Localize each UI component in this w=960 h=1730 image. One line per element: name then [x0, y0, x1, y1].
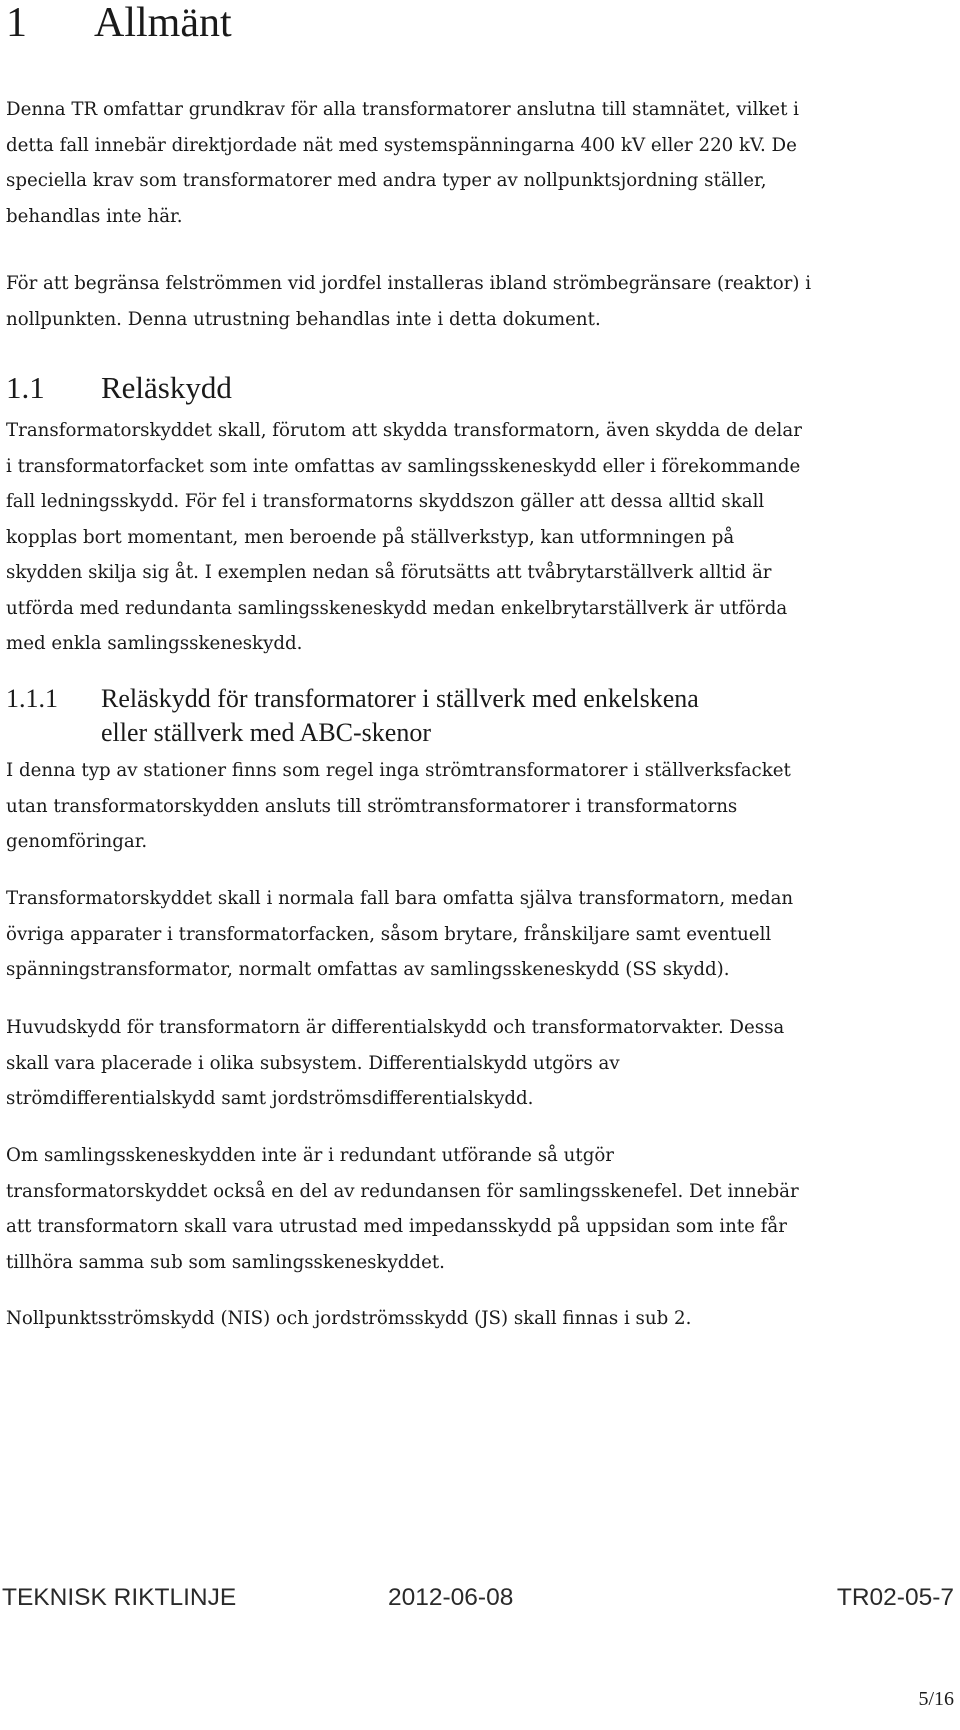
footer-date: 2012-06-08 [388, 1584, 514, 1611]
heading-1-title: Allmänt [94, 0, 232, 46]
text-line: behandlas inte här. [6, 205, 183, 227]
section-number: 1.1 [6, 370, 45, 405]
text-line: skall vara placerade i olika subsystem. Differentialskydd utgörs av [6, 1052, 620, 1074]
text-line: transformatorskyddet också en del av redundansen för samlingsskenefel. Det innebär [6, 1180, 799, 1202]
text-line: detta fall innebär direktjordade nät med systemspänningarna 400 kV eller 220 kV. De [6, 134, 797, 156]
text-line: För att begränsa felströmmen vid jordfel installeras ibland strömbegränsare (reaktor) i [6, 273, 812, 294]
text-line: fall ledningsskydd. För fel i transformatorns skyddszon gäller att dessa alltid skall [6, 491, 765, 512]
text-line: i transformatorfacket som inte omfattas av samlingsskeneskydd eller i förekommande [6, 455, 801, 477]
section-1-1-1-paragraph-1 [6, 753, 946, 860]
text-line: Transformatorskyddet skall, förutom att skydda transformatorn, även skydda de delar [6, 420, 802, 441]
section-1-1-1-paragraph-5 [6, 1301, 946, 1337]
heading-1 [6, 0, 232, 46]
section-number: 1.1.1 [6, 684, 58, 713]
section-1-1-1-paragraph-3 [6, 1010, 946, 1117]
text-line: Huvudskydd för transformatorn är differentialskydd och transformatorvakter. Dessa [6, 1017, 785, 1038]
text-line: utan transformatorskydden ansluts till strömtransformatorer i transformatorns [6, 795, 738, 817]
page-number: 5/16 [918, 1688, 954, 1710]
intro-paragraph-2 [6, 266, 946, 337]
text-line: nollpunkten. Denna utrustning behandlas inte i detta dokument. [6, 308, 601, 330]
text-line: genomföringar. [6, 831, 148, 852]
footer-document-id: TR02-05-7 [836, 1584, 954, 1611]
section-heading-1-1-1 [6, 682, 901, 750]
text-line: Om samlingsskeneskydden inte är i redundant utförande så utgör [6, 1145, 614, 1166]
section-title-line: eller ställverk med ABC-skenor [101, 718, 431, 747]
text-line: tillhöra samma sub som samlingsskeneskyddet. [6, 1251, 445, 1273]
text-line: speciella krav som transformatorer med andra typer av nollpunktsjordning ställer, [6, 170, 767, 191]
text-line: spänningstransformator, normalt omfattas av samlingsskeneskydd (SS skydd). [6, 959, 730, 980]
section-1-1-1-paragraph-4 [6, 1138, 946, 1280]
text-line: Transformatorskyddet skall i normala fall bara omfatta själva transformatorn, medan [6, 888, 794, 909]
text-line: skydden skilja sig åt. I exemplen nedan så förutsätts att tvåbrytarställverk alltid är [6, 562, 772, 583]
section-title-line: Reläskydd för transformatorer i ställverk med enkelskena [101, 684, 699, 713]
section-1-1-1-paragraph-2 [6, 881, 946, 988]
section-1-1-paragraph [6, 413, 946, 662]
page-footer [0, 1584, 960, 1614]
text-line: att transformatorn skall vara utrustad med impedansskydd på uppsidan som inte får [6, 1216, 787, 1237]
text-line: strömdifferentialskydd samt jordströmsdifferentialskydd. [6, 1088, 534, 1109]
text-line: övriga apparater i transformatorfacken, såsom brytare, frånskiljare samt eventuell [6, 923, 772, 945]
text-line: kopplas bort momentant, men beroende på ställverkstyp, kan utformningen på [6, 526, 735, 548]
text-line: utförda med redundanta samlingsskeneskydd medan enkelbrytarställverk är utförda [6, 597, 788, 619]
heading-1-number: 1 [6, 0, 27, 46]
footer-document-type: TEKNISK RIKTLINJE [2, 1584, 237, 1611]
text-line: Denna TR omfattar grundkrav för alla transformatorer anslutna till stamnätet, vilket i [6, 99, 799, 120]
section-title: Reläskydd [101, 370, 232, 405]
text-line: med enkla samlingsskeneskydd. [6, 633, 303, 654]
text-line: I denna typ av stationer finns som regel inga strömtransformatorer i ställverksfacket [6, 760, 791, 781]
text-line: Nollpunktsströmskydd (NIS) och jordströmsskydd (JS) skall finnas i sub 2. [6, 1308, 692, 1329]
intro-paragraph-1 [6, 92, 946, 234]
section-heading-1-1 [6, 370, 232, 406]
